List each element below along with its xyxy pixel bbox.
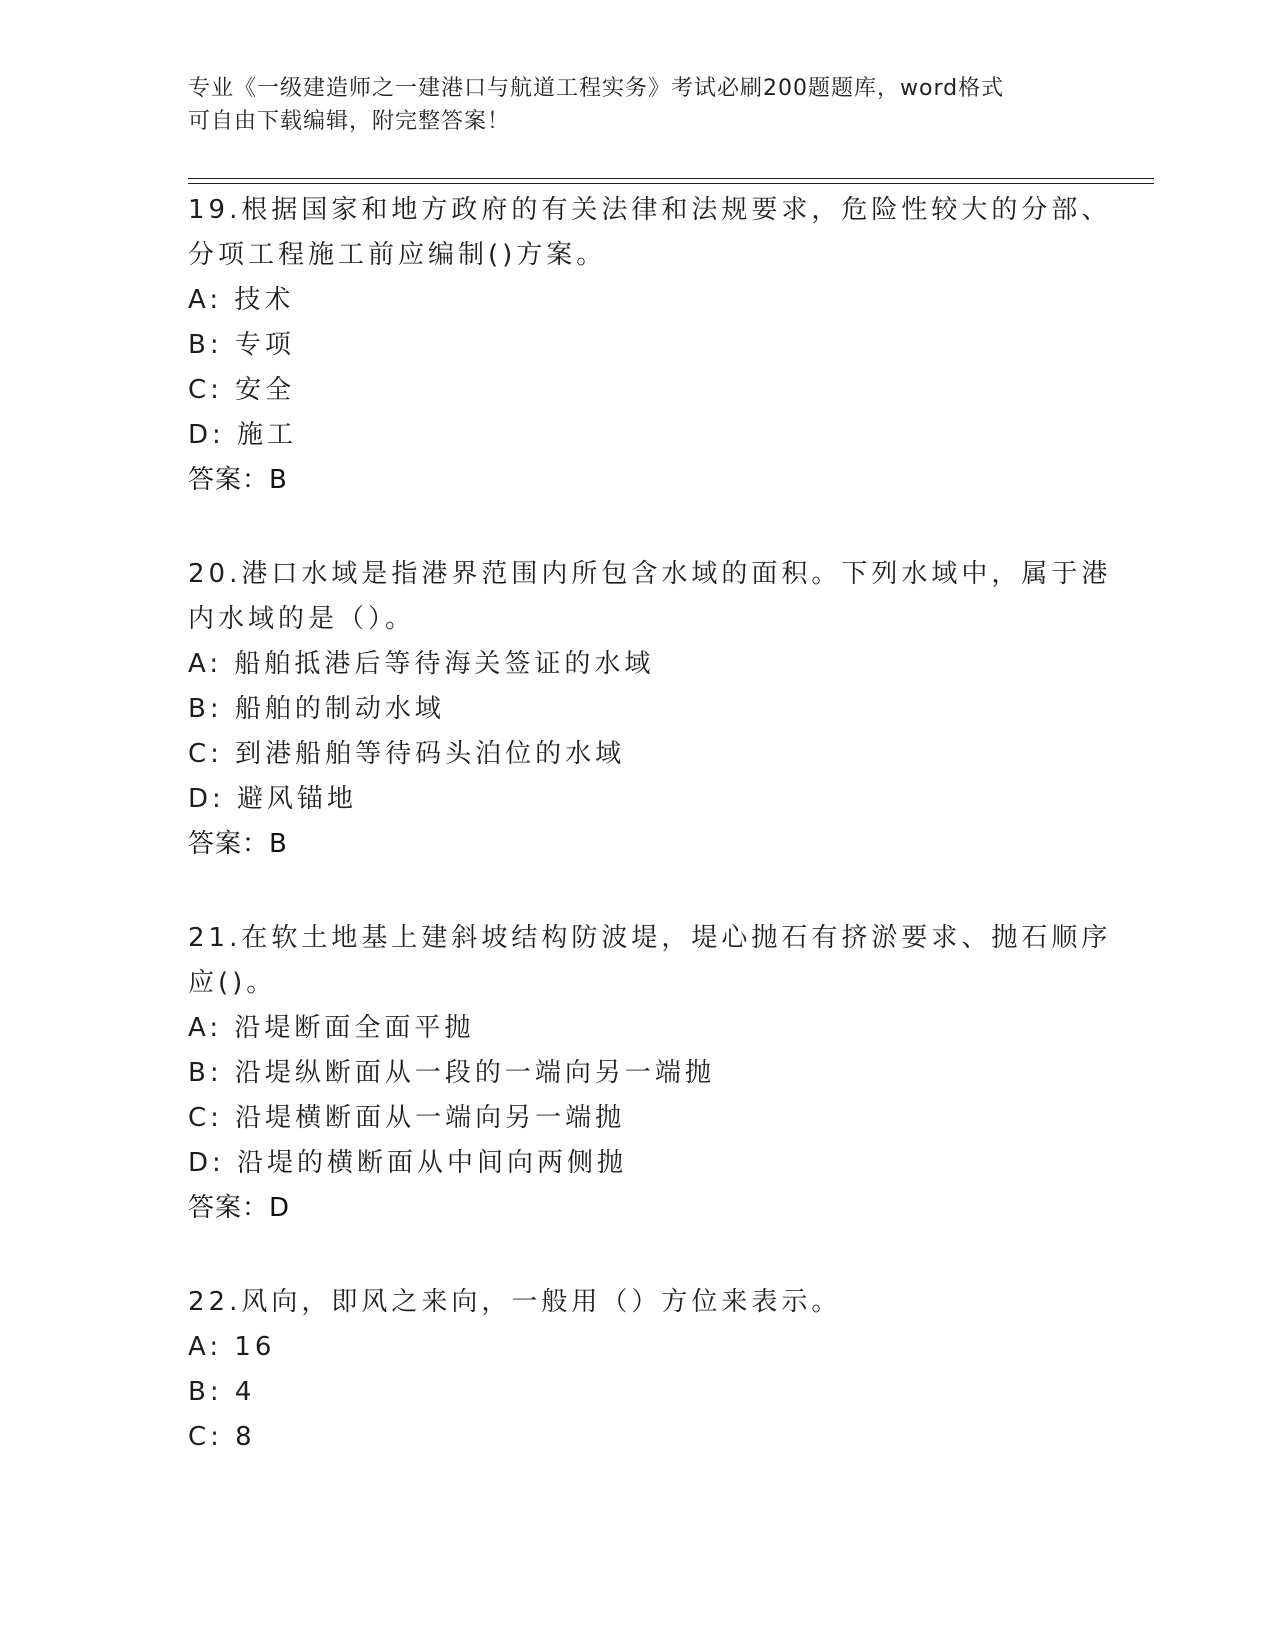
question-stem bbox=[188, 552, 1112, 642]
answer-label: 答案：B bbox=[188, 465, 288, 495]
stem-line: 22.风向，即风之来向，一般用（）方位来表示。 bbox=[188, 1287, 842, 1317]
question-stem bbox=[188, 916, 1112, 1006]
question-stem bbox=[188, 1280, 1088, 1325]
header-divider-top bbox=[188, 178, 1154, 179]
document-header bbox=[188, 72, 1088, 138]
header-divider-bottom bbox=[188, 183, 1154, 184]
question-22 bbox=[188, 1280, 1088, 1460]
question-19 bbox=[188, 188, 1112, 503]
option-c: C: 8 bbox=[188, 1422, 256, 1452]
stem-line: 应()。 bbox=[188, 968, 277, 998]
option-c: C: 到港船舶等待码头泊位的水域 bbox=[188, 739, 626, 769]
question-21 bbox=[188, 916, 1112, 1231]
header-line-2: 可自由下载编辑，附完整答案！ bbox=[188, 109, 511, 134]
question-stem bbox=[188, 188, 1112, 278]
option-a: A: 船舶抵港后等待海关签证的水域 bbox=[188, 649, 655, 679]
option-d: D: 沿堤的横断面从中间向两侧抛 bbox=[188, 1148, 628, 1178]
option-d: D: 施工 bbox=[188, 420, 298, 450]
option-a: A: 技术 bbox=[188, 285, 295, 315]
option-a: A: 16 bbox=[188, 1332, 276, 1362]
stem-line: 19.根据国家和地方政府的有关法律和法规要求，危险性较大的分部、 bbox=[188, 195, 1112, 225]
stem-line: 20.港口水域是指港界范围内所包含水域的面积。下列水域中，属于港 bbox=[188, 559, 1112, 589]
answer-label: 答案：B bbox=[188, 829, 288, 859]
option-b: B: 专项 bbox=[188, 330, 295, 360]
option-b: B: 4 bbox=[188, 1377, 256, 1407]
option-d: D: 避风锚地 bbox=[188, 784, 358, 814]
answer-label: 答案：D bbox=[188, 1193, 291, 1223]
option-c: C: 安全 bbox=[188, 375, 296, 405]
question-20 bbox=[188, 552, 1112, 867]
header-line-1: 专业《一级建造师之一建港口与航道工程实务》考试必刷200题题库，word格式 bbox=[188, 76, 1005, 101]
option-b: B: 船舶的制动水域 bbox=[188, 694, 445, 724]
stem-line: 21.在软土地基上建斜坡结构防波堤，堤心抛石有挤淤要求、抛石顺序 bbox=[188, 923, 1112, 953]
option-c: C: 沿堤横断面从一端向另一端抛 bbox=[188, 1103, 626, 1133]
stem-line: 分项工程施工前应编制()方案。 bbox=[188, 240, 607, 270]
stem-line: 内水域的是（）。 bbox=[188, 604, 416, 634]
option-b: B: 沿堤纵断面从一段的一端向另一端抛 bbox=[188, 1058, 715, 1088]
option-a: A: 沿堤断面全面平抛 bbox=[188, 1013, 475, 1043]
